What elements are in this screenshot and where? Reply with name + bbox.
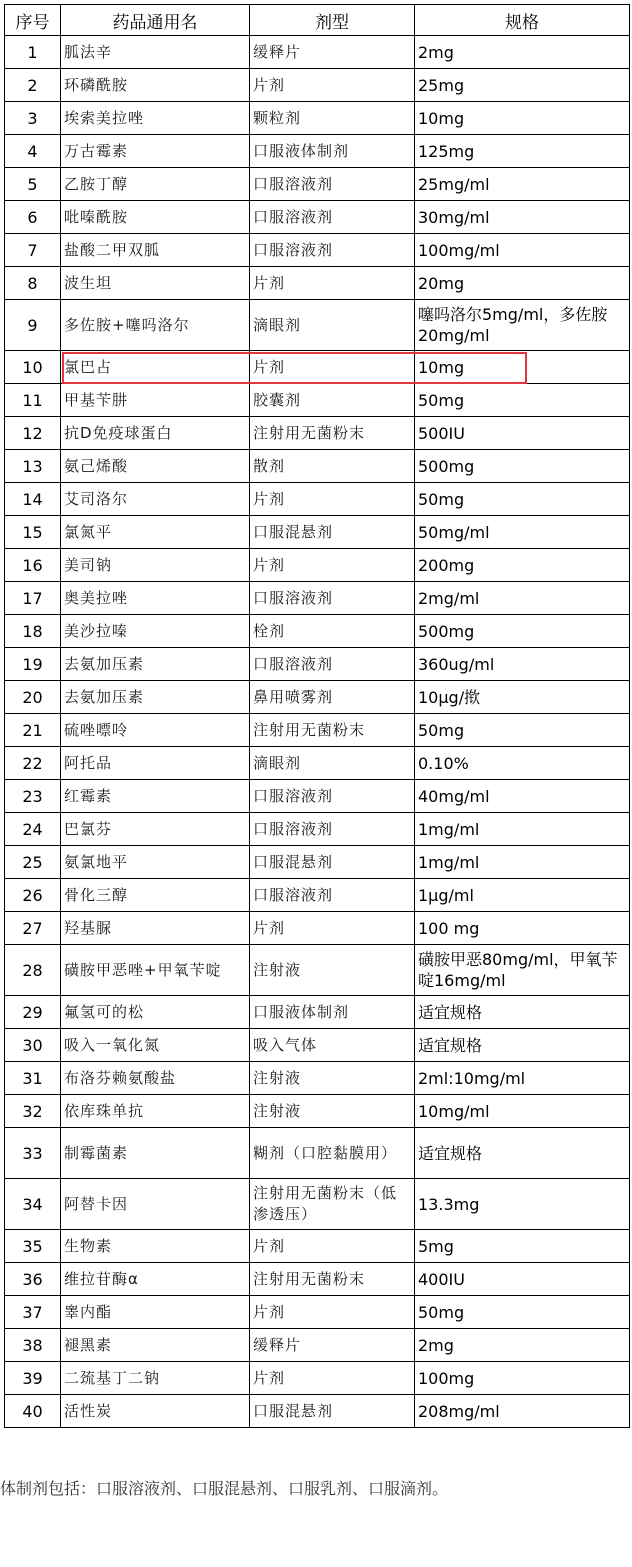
cell-dosage-form: 吸入气体 — [250, 1029, 415, 1062]
cell-specification: 2mg — [415, 36, 630, 69]
cell-index: 12 — [5, 417, 61, 450]
cell-dosage-form: 颗粒剂 — [250, 102, 415, 135]
cell-specification: 10mg — [415, 351, 630, 384]
table-row — [5, 780, 630, 813]
table-row — [5, 417, 630, 450]
cell-drug-name: 氟氢可的松 — [61, 996, 250, 1029]
cell-dosage-form: 注射用无菌粉末 — [250, 1263, 415, 1296]
table-row — [5, 1395, 630, 1428]
cell-specification: 30mg/ml — [415, 201, 630, 234]
cell-dosage-form: 口服混悬剂 — [250, 846, 415, 879]
cell-dosage-form: 口服混悬剂 — [250, 1395, 415, 1428]
table-row — [5, 234, 630, 267]
cell-index: 15 — [5, 516, 61, 549]
table-row — [5, 549, 630, 582]
cell-drug-name: 胍法辛 — [61, 36, 250, 69]
cell-specification: 500mg — [415, 615, 630, 648]
cell-specification: 13.3mg — [415, 1179, 630, 1230]
cell-dosage-form: 片剂 — [250, 912, 415, 945]
cell-index: 1 — [5, 36, 61, 69]
cell-specification: 适宜规格 — [415, 996, 630, 1029]
table-row — [5, 69, 630, 102]
drug-list-table — [4, 4, 630, 1428]
table-row — [5, 1128, 630, 1179]
table-row — [5, 168, 630, 201]
cell-index: 3 — [5, 102, 61, 135]
header-specification: 规格 — [415, 5, 630, 36]
cell-specification: 2mg — [415, 1329, 630, 1362]
cell-drug-name: 去氨加压素 — [61, 681, 250, 714]
table-row — [5, 1329, 630, 1362]
cell-specification: 10mg — [415, 102, 630, 135]
cell-dosage-form: 口服溶液剂 — [250, 234, 415, 267]
cell-drug-name: 阿托品 — [61, 747, 250, 780]
cell-drug-name: 骨化三醇 — [61, 879, 250, 912]
cell-index: 22 — [5, 747, 61, 780]
table-row — [5, 267, 630, 300]
table-row — [5, 483, 630, 516]
cell-specification: 50mg — [415, 384, 630, 417]
cell-index: 34 — [5, 1179, 61, 1230]
cell-dosage-form: 注射液 — [250, 945, 415, 996]
cell-index: 19 — [5, 648, 61, 681]
cell-index: 25 — [5, 846, 61, 879]
cell-specification: 50mg/ml — [415, 516, 630, 549]
cell-dosage-form: 注射液 — [250, 1095, 415, 1128]
cell-index: 13 — [5, 450, 61, 483]
cell-drug-name: 抗D免疫球蛋白 — [61, 417, 250, 450]
table-row — [5, 300, 630, 351]
cell-dosage-form: 片剂 — [250, 1296, 415, 1329]
cell-drug-name: 布洛芬赖氨酸盐 — [61, 1062, 250, 1095]
cell-specification: 25mg/ml — [415, 168, 630, 201]
cell-index: 8 — [5, 267, 61, 300]
cell-index: 27 — [5, 912, 61, 945]
cell-index: 37 — [5, 1296, 61, 1329]
table-row — [5, 1296, 630, 1329]
table-row — [5, 351, 630, 384]
table-row — [5, 1263, 630, 1296]
cell-dosage-form: 缓释片 — [250, 36, 415, 69]
table-row — [5, 1029, 630, 1062]
cell-drug-name: 美沙拉嗪 — [61, 615, 250, 648]
cell-drug-name: 硫唑嘌呤 — [61, 714, 250, 747]
cell-dosage-form: 缓释片 — [250, 1329, 415, 1362]
cell-dosage-form: 栓剂 — [250, 615, 415, 648]
table-row — [5, 648, 630, 681]
header-dosage-form: 剂型 — [250, 5, 415, 36]
cell-index: 23 — [5, 780, 61, 813]
cell-drug-name: 埃索美拉唑 — [61, 102, 250, 135]
cell-specification: 125mg — [415, 135, 630, 168]
table-row — [5, 681, 630, 714]
table-row — [5, 846, 630, 879]
table-row — [5, 102, 630, 135]
cell-specification: 5mg — [415, 1230, 630, 1263]
cell-index: 2 — [5, 69, 61, 102]
table-row — [5, 384, 630, 417]
table-row — [5, 813, 630, 846]
cell-index: 38 — [5, 1329, 61, 1362]
cell-dosage-form: 口服溶液剂 — [250, 582, 415, 615]
cell-dosage-form: 口服溶液剂 — [250, 201, 415, 234]
cell-dosage-form: 注射用无菌粉末 — [250, 714, 415, 747]
cell-dosage-form: 散剂 — [250, 450, 415, 483]
table-row — [5, 747, 630, 780]
table-row — [5, 996, 630, 1029]
header-index: 序号 — [5, 5, 61, 36]
cell-specification: 208mg/ml — [415, 1395, 630, 1428]
table-row — [5, 201, 630, 234]
drug-list-table-container — [4, 4, 629, 1428]
cell-index: 4 — [5, 135, 61, 168]
cell-drug-name: 依库珠单抗 — [61, 1095, 250, 1128]
cell-index: 28 — [5, 945, 61, 996]
table-row — [5, 1179, 630, 1230]
cell-specification: 40mg/ml — [415, 780, 630, 813]
cell-dosage-form: 口服溶液剂 — [250, 168, 415, 201]
cell-index: 11 — [5, 384, 61, 417]
cell-index: 32 — [5, 1095, 61, 1128]
cell-specification: 2mg/ml — [415, 582, 630, 615]
cell-drug-name: 万古霉素 — [61, 135, 250, 168]
cell-index: 35 — [5, 1230, 61, 1263]
cell-dosage-form: 口服溶液剂 — [250, 648, 415, 681]
cell-specification: 适宜规格 — [415, 1029, 630, 1062]
cell-drug-name: 艾司洛尔 — [61, 483, 250, 516]
cell-dosage-form: 滴眼剂 — [250, 300, 415, 351]
cell-dosage-form: 口服溶液剂 — [250, 813, 415, 846]
cell-drug-name: 吡嗪酰胺 — [61, 201, 250, 234]
cell-specification: 2ml:10mg/ml — [415, 1062, 630, 1095]
cell-specification: 50mg — [415, 483, 630, 516]
cell-drug-name: 去氨加压素 — [61, 648, 250, 681]
cell-dosage-form: 片剂 — [250, 267, 415, 300]
cell-index: 6 — [5, 201, 61, 234]
table-row — [5, 582, 630, 615]
cell-dosage-form: 口服混悬剂 — [250, 516, 415, 549]
cell-drug-name: 乙胺丁醇 — [61, 168, 250, 201]
header-drug-name: 药品通用名 — [61, 5, 250, 36]
cell-specification: 25mg — [415, 69, 630, 102]
cell-specification: 1mg/ml — [415, 813, 630, 846]
cell-drug-name: 盐酸二甲双胍 — [61, 234, 250, 267]
cell-dosage-form: 注射用无菌粉末（低渗透压） — [250, 1179, 415, 1230]
cell-specification: 100mg/ml — [415, 234, 630, 267]
cell-dosage-form: 片剂 — [250, 549, 415, 582]
cell-index: 21 — [5, 714, 61, 747]
cell-specification: 50mg — [415, 1296, 630, 1329]
cell-drug-name: 环磷酰胺 — [61, 69, 250, 102]
table-row — [5, 714, 630, 747]
cell-specification: 1μg/ml — [415, 879, 630, 912]
cell-drug-name: 氨己烯酸 — [61, 450, 250, 483]
table-row — [5, 1095, 630, 1128]
cell-dosage-form: 注射用无菌粉末 — [250, 417, 415, 450]
table-header-row — [5, 5, 630, 36]
cell-specification: 100mg — [415, 1362, 630, 1395]
cell-index: 30 — [5, 1029, 61, 1062]
table-row — [5, 516, 630, 549]
cell-index: 7 — [5, 234, 61, 267]
cell-specification: 200mg — [415, 549, 630, 582]
cell-drug-name: 制霉菌素 — [61, 1128, 250, 1179]
cell-index: 36 — [5, 1263, 61, 1296]
cell-specification: 噻吗洛尔5mg/ml，多佐胺20mg/ml — [415, 300, 630, 351]
cell-dosage-form: 片剂 — [250, 351, 415, 384]
cell-drug-name: 生物素 — [61, 1230, 250, 1263]
table-row — [5, 912, 630, 945]
cell-dosage-form: 糊剂（口腔黏膜用） — [250, 1128, 415, 1179]
cell-index: 20 — [5, 681, 61, 714]
cell-specification: 1mg/ml — [415, 846, 630, 879]
cell-specification: 500IU — [415, 417, 630, 450]
cell-dosage-form: 口服溶液剂 — [250, 780, 415, 813]
cell-drug-name: 褪黑素 — [61, 1329, 250, 1362]
cell-specification: 50mg — [415, 714, 630, 747]
cell-specification: 0.10% — [415, 747, 630, 780]
table-row — [5, 879, 630, 912]
cell-index: 14 — [5, 483, 61, 516]
cell-drug-name: 甲基苄肼 — [61, 384, 250, 417]
table-row — [5, 615, 630, 648]
cell-specification: 400IU — [415, 1263, 630, 1296]
cell-specification: 360ug/ml — [415, 648, 630, 681]
footnote-text: 体制剂包括：口服溶液剂、口服混悬剂、口服乳剂、口服滴剂。 — [0, 1479, 449, 1498]
cell-dosage-form: 口服溶液剂 — [250, 879, 415, 912]
table-body — [5, 36, 630, 1428]
cell-drug-name: 活性炭 — [61, 1395, 250, 1428]
cell-index: 24 — [5, 813, 61, 846]
cell-index: 18 — [5, 615, 61, 648]
table-row — [5, 1062, 630, 1095]
cell-dosage-form: 片剂 — [250, 483, 415, 516]
cell-index: 31 — [5, 1062, 61, 1095]
cell-index: 16 — [5, 549, 61, 582]
table-row — [5, 135, 630, 168]
cell-drug-name: 吸入一氧化氮 — [61, 1029, 250, 1062]
cell-index: 33 — [5, 1128, 61, 1179]
cell-index: 26 — [5, 879, 61, 912]
cell-index: 17 — [5, 582, 61, 615]
cell-drug-name: 二巯基丁二钠 — [61, 1362, 250, 1395]
table-row — [5, 1230, 630, 1263]
cell-specification: 磺胺甲恶80mg/ml，甲氧苄啶16mg/ml — [415, 945, 630, 996]
cell-drug-name: 波生坦 — [61, 267, 250, 300]
cell-specification: 10mg/ml — [415, 1095, 630, 1128]
cell-drug-name: 奥美拉唑 — [61, 582, 250, 615]
cell-drug-name: 氯氮平 — [61, 516, 250, 549]
cell-drug-name: 羟基脲 — [61, 912, 250, 945]
cell-drug-name: 磺胺甲恶唑+甲氧苄啶 — [61, 945, 250, 996]
cell-index: 10 — [5, 351, 61, 384]
cell-specification: 适宜规格 — [415, 1128, 630, 1179]
cell-drug-name: 巴氯芬 — [61, 813, 250, 846]
cell-dosage-form: 注射液 — [250, 1062, 415, 1095]
cell-drug-name: 美司钠 — [61, 549, 250, 582]
cell-index: 40 — [5, 1395, 61, 1428]
cell-dosage-form: 口服液体制剂 — [250, 996, 415, 1029]
cell-dosage-form: 片剂 — [250, 1362, 415, 1395]
table-row — [5, 945, 630, 996]
cell-drug-name: 氨氯地平 — [61, 846, 250, 879]
cell-specification: 20mg — [415, 267, 630, 300]
cell-dosage-form: 片剂 — [250, 69, 415, 102]
table-row — [5, 1362, 630, 1395]
cell-dosage-form: 滴眼剂 — [250, 747, 415, 780]
cell-drug-name: 维拉苷酶α — [61, 1263, 250, 1296]
cell-drug-name: 多佐胺+噻吗洛尔 — [61, 300, 250, 351]
cell-index: 5 — [5, 168, 61, 201]
cell-specification: 500mg — [415, 450, 630, 483]
cell-dosage-form: 鼻用喷雾剂 — [250, 681, 415, 714]
cell-specification: 100 mg — [415, 912, 630, 945]
table-row — [5, 36, 630, 69]
cell-index: 9 — [5, 300, 61, 351]
cell-dosage-form: 片剂 — [250, 1230, 415, 1263]
cell-drug-name: 氯巴占 — [61, 351, 250, 384]
cell-dosage-form: 口服液体制剂 — [250, 135, 415, 168]
cell-drug-name: 睾内酯 — [61, 1296, 250, 1329]
table-row — [5, 450, 630, 483]
cell-drug-name: 红霉素 — [61, 780, 250, 813]
cell-index: 29 — [5, 996, 61, 1029]
cell-dosage-form: 胶囊剂 — [250, 384, 415, 417]
cell-drug-name: 阿替卡因 — [61, 1179, 250, 1230]
cell-index: 39 — [5, 1362, 61, 1395]
cell-specification: 10μg/揿 — [415, 681, 630, 714]
